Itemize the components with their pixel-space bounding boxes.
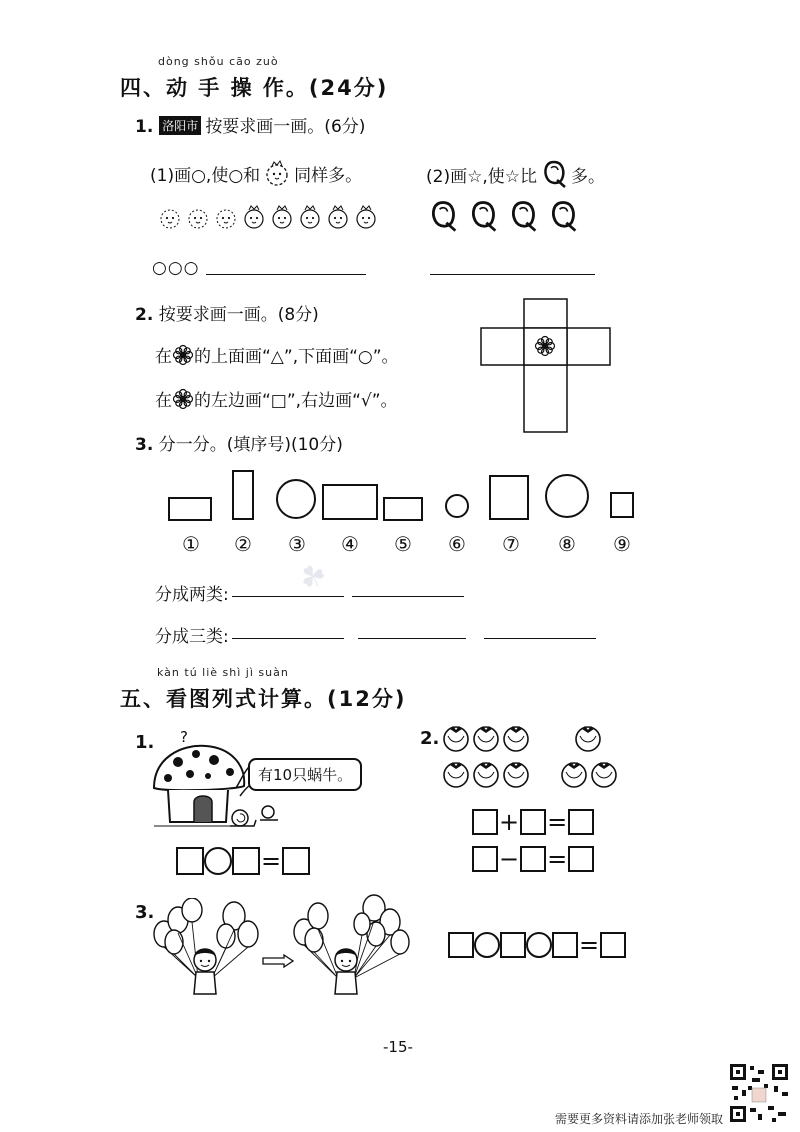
answer-line-1[interactable] — [206, 274, 366, 275]
answer-box[interactable] — [520, 809, 546, 835]
chick-icon — [326, 204, 350, 230]
shape-9-small-square — [610, 492, 634, 518]
answer-box[interactable] — [500, 932, 526, 958]
shape-label: ③ — [288, 532, 306, 556]
two-kinds-answer-1[interactable] — [232, 596, 344, 597]
tomato-icon — [562, 762, 586, 787]
balloon-icon — [308, 903, 328, 929]
shape-label: ④ — [341, 532, 359, 556]
chick-icon — [298, 204, 322, 230]
q1-sub2 — [426, 158, 605, 190]
shape-3-circle — [276, 479, 316, 519]
section4-title: 四、动 手 操 作。(24分) — [120, 76, 389, 100]
operator-circle[interactable] — [526, 932, 552, 958]
two-kinds-answer-2[interactable] — [352, 596, 464, 597]
grid-cell-left[interactable] — [481, 328, 524, 365]
chick-icon — [354, 204, 378, 230]
chick-icon — [262, 158, 292, 188]
chick-icon — [270, 204, 294, 230]
shape-4-rectangle — [322, 484, 378, 520]
shape-label: ⑨ — [613, 532, 631, 556]
shape-label: ⑧ — [558, 532, 576, 556]
plus-sign: + — [499, 808, 520, 836]
page-number: -15- — [383, 1038, 413, 1056]
flower-icon — [172, 344, 194, 366]
tomato-icon — [592, 762, 616, 787]
section5-title: 五、看图列式计算。(12分) — [120, 687, 407, 711]
shape-7-square — [489, 475, 529, 520]
shape-1-rectangle — [168, 497, 212, 521]
answer-box[interactable] — [568, 846, 594, 872]
q1-heading — [135, 112, 365, 137]
q1-number: 1. — [135, 117, 154, 137]
watermark: ☘ — [292, 555, 335, 600]
q3-number: 3. — [135, 435, 154, 455]
tomato-icon — [444, 726, 468, 751]
boy-icon — [335, 949, 357, 995]
shape-8-circle — [545, 474, 589, 518]
q3-heading — [135, 430, 343, 455]
p2-equation-plus — [472, 809, 594, 835]
two-kinds-label: 分成两类: — [155, 585, 229, 605]
shape-label: ① — [182, 532, 200, 556]
cross-grid — [480, 298, 612, 434]
chick-icon — [158, 204, 182, 230]
three-kinds-label: 分成三类: — [155, 627, 229, 647]
q1-sub1-after: 同样多。 — [294, 165, 363, 186]
p3-equation — [448, 932, 626, 958]
answer-box[interactable] — [232, 847, 260, 875]
balloon-icon — [238, 921, 258, 947]
q-shape-icon — [426, 198, 460, 234]
boy-with-balloons-right — [288, 894, 414, 1002]
q-shape-icon — [539, 158, 569, 190]
q1-sub2-before: (2)画☆,使☆比 — [426, 166, 537, 187]
region-tag: 洛阳市 — [159, 116, 201, 135]
shape-label: ② — [234, 532, 252, 556]
shape-5-rectangle — [383, 497, 423, 521]
answer-box[interactable] — [552, 932, 578, 958]
snail-icon — [226, 802, 282, 832]
p3-number: 3. — [135, 902, 155, 923]
balloon-icon — [217, 924, 235, 948]
q2-line1 — [155, 342, 399, 367]
q2-line1-before: 在 — [155, 347, 172, 367]
equals-sign: = — [261, 847, 282, 875]
qr-code-icon — [728, 1062, 790, 1124]
balloon-icon — [354, 913, 370, 935]
tomato-icon — [474, 762, 498, 787]
chick-row — [158, 204, 378, 230]
equals-sign: = — [579, 931, 600, 959]
tomato-icon — [444, 762, 468, 787]
q1-text: 按要求画一画。(6分) — [205, 117, 366, 137]
q1-sub2-after: 多。 — [570, 166, 605, 187]
shape-label: ⑦ — [502, 532, 520, 556]
flower-icon — [172, 388, 194, 410]
answer-box[interactable] — [472, 846, 498, 872]
answer-box[interactable] — [176, 847, 204, 875]
footer-note: 需要更多资料请添加张老师领取 — [555, 1112, 724, 1126]
shape-6-small-circle — [445, 494, 469, 518]
q-shape-row — [426, 198, 580, 234]
answer-box[interactable] — [568, 809, 594, 835]
p1-number: 1. — [135, 732, 155, 753]
q2-line2-after: 的左边画“□”,右边画“√”。 — [194, 391, 398, 411]
grid-cell-bottom[interactable] — [524, 365, 567, 432]
q1-sub1-before: (1)画○,使○和 — [150, 165, 261, 186]
section4-pinyin: dòng shǒu cāo zuò — [158, 55, 279, 68]
answer-box[interactable] — [472, 809, 498, 835]
chick-icon — [186, 204, 210, 230]
q2-line1-after: 的上面画“△”,下面画“○”。 — [194, 347, 399, 367]
balloon-icon — [391, 930, 409, 954]
q-shape-icon — [506, 198, 540, 234]
q1-sub1 — [150, 158, 362, 188]
speech-bubble: 有10只蜗牛。 — [248, 758, 362, 791]
p2-equation-minus — [472, 846, 594, 872]
chick-icon — [214, 204, 238, 230]
minus-sign: − — [499, 845, 520, 873]
q2-line2 — [155, 386, 398, 411]
p1-equation — [176, 847, 310, 875]
balloon-icon — [182, 898, 202, 922]
shape-label: ⑥ — [448, 532, 466, 556]
p2-number: 2. — [420, 728, 440, 749]
operator-circle[interactable] — [204, 847, 232, 875]
shape-label: ⑤ — [394, 532, 412, 556]
q-shape-icon — [466, 198, 500, 234]
answer-line-2[interactable] — [430, 274, 595, 275]
q3-text: 分一分。(填序号)(10分) — [158, 435, 343, 455]
grid-cell-top[interactable] — [524, 299, 567, 328]
grid-cell-right[interactable] — [567, 328, 610, 365]
answer-box[interactable] — [282, 847, 310, 875]
given-circles: ○○○ — [152, 258, 200, 278]
tomato-icon — [474, 726, 498, 751]
answer-box[interactable] — [448, 932, 474, 958]
boy-icon — [194, 949, 216, 995]
three-kinds-answer-1[interactable] — [232, 638, 344, 639]
q2-line2-before: 在 — [155, 391, 172, 411]
tomato-icon — [576, 726, 600, 751]
q2-text: 按要求画一画。(8分) — [158, 305, 319, 325]
shape-2-tall-rectangle — [232, 470, 254, 520]
q2-number: 2. — [135, 305, 154, 325]
tomato-group — [440, 724, 630, 794]
section5-pinyin: kàn tú liè shì jì suàn — [157, 666, 289, 679]
three-kinds-answer-2[interactable] — [358, 638, 466, 639]
operator-circle[interactable] — [474, 932, 500, 958]
answer-box[interactable] — [520, 846, 546, 872]
question-mark: ? — [180, 728, 188, 746]
q2-heading — [135, 300, 319, 325]
tomato-icon — [504, 762, 528, 787]
equals-sign: = — [547, 808, 568, 836]
three-kinds-answer-3[interactable] — [484, 638, 596, 639]
equals-sign: = — [547, 845, 568, 873]
chick-icon — [242, 204, 266, 230]
answer-box[interactable] — [600, 932, 626, 958]
q-shape-icon — [546, 198, 580, 234]
boy-with-balloons-left — [146, 898, 266, 1002]
tomato-icon — [504, 726, 528, 751]
